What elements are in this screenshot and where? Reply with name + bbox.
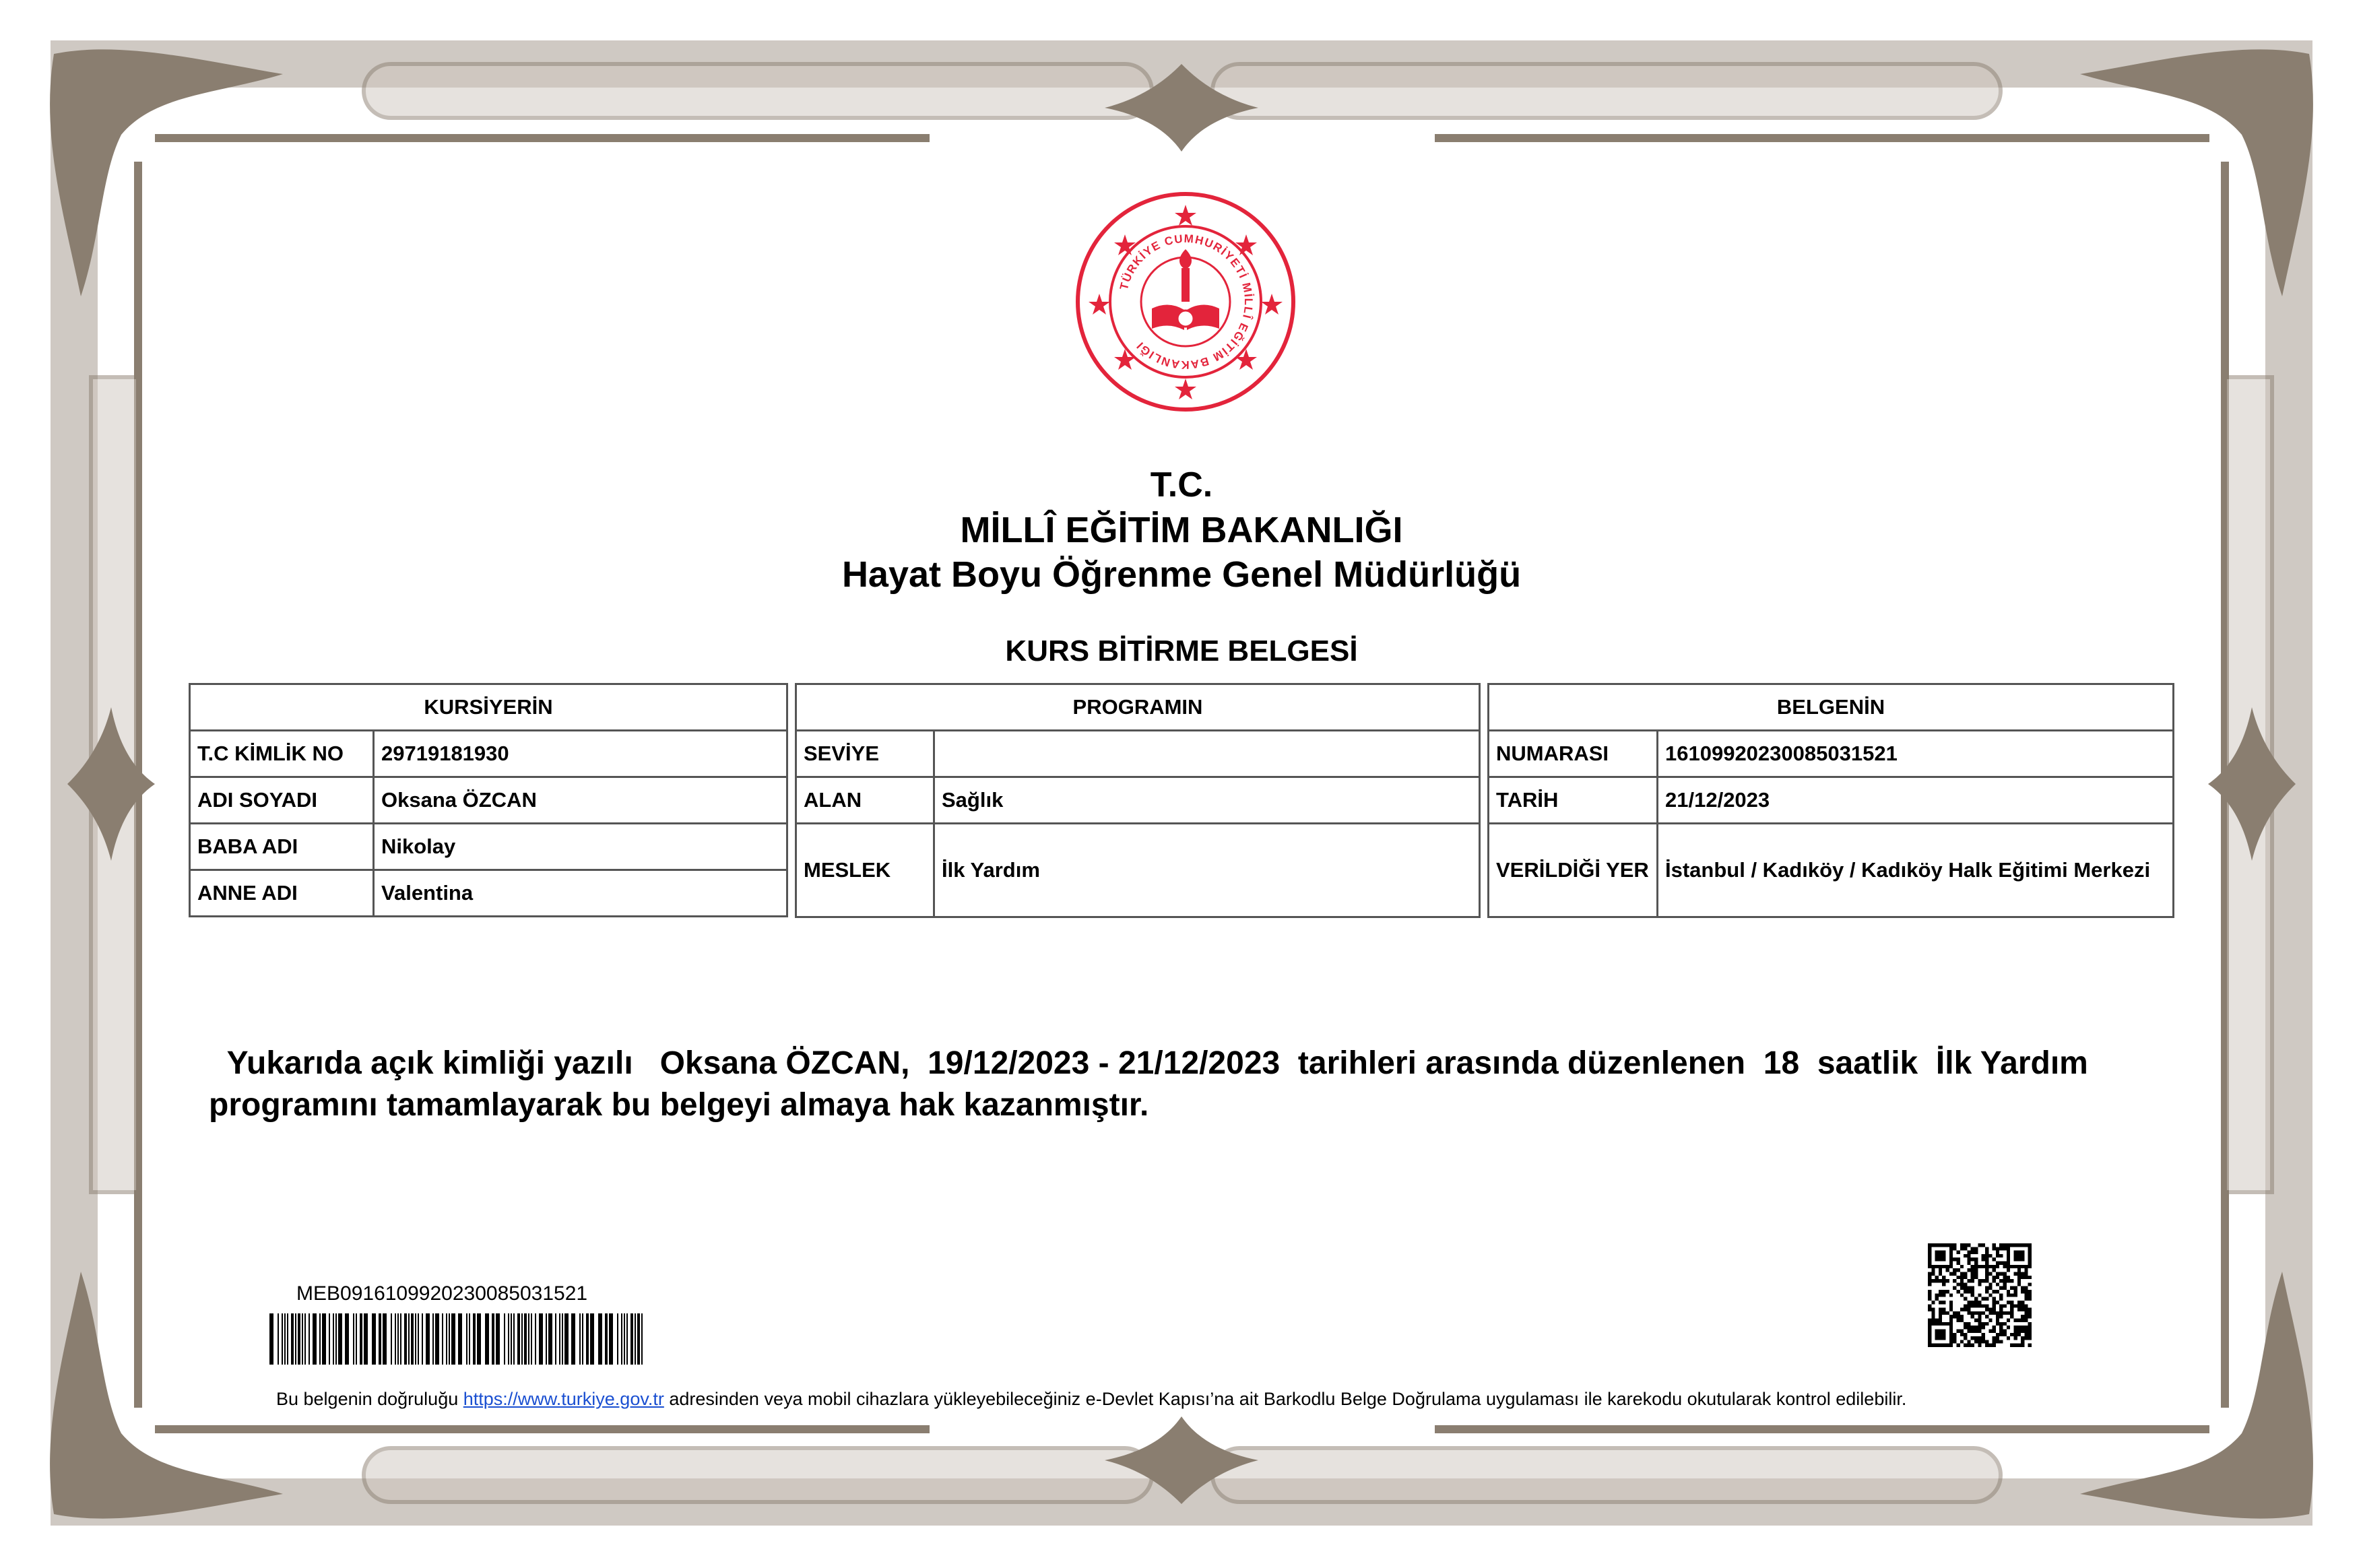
tarih-label: TARİH	[1489, 777, 1658, 824]
kursiyer-table	[189, 683, 788, 917]
header-tc: T.C.	[1150, 465, 1213, 504]
belge-heading: BELGENİN	[1489, 684, 2174, 731]
alan-value: Sağlık	[934, 777, 1480, 824]
numarasi-label: NUMARASI	[1489, 731, 1658, 777]
ministry-seal-icon	[1071, 187, 1300, 416]
belge-table	[1487, 683, 2174, 918]
certificate-statement: Yukarıda açık kimliği yazılı Oksana ÖZCAN, 19/12/2023 - 21/12/2023 tarihleri arasında düzenlenen 18 saatlik İlk Yardım programını tamamlayarak bu belgeyi almaya hak kazanmıştır.	[209, 1045, 2098, 1123]
alan-label: ALAN	[796, 777, 934, 824]
adi-soyadi-value: Oksana ÖZCAN	[374, 777, 787, 824]
header-ministry: MİLLÎ EĞİTİM BAKANLIĞI	[960, 510, 1403, 550]
adi-soyadi-label: ADI SOYADI	[190, 777, 374, 824]
header-directorate: Hayat Boyu Öğrenme Genel Müdürlüğü	[841, 554, 1522, 595]
table-row	[796, 824, 1480, 917]
table-row	[190, 731, 787, 777]
turkiye-gov-link[interactable]: https://www.turkiye.gov.tr	[463, 1389, 664, 1409]
footer-suffix: adresinden veya mobil cihazlara yükleyebileceğiniz e-Devlet Kapısı’na ait Barkodlu Belge Doğrulama uygulaması ile karekodu okutularak kontrol edilebilir.	[663, 1389, 1907, 1409]
table-row	[1489, 731, 2174, 777]
table-row	[190, 870, 787, 917]
numarasi-value: 16109920230085031521	[1658, 731, 2174, 777]
program-table	[795, 683, 1481, 918]
barcode-icon	[269, 1313, 647, 1365]
seviye-label: SEVİYE	[796, 731, 934, 777]
table-row	[796, 731, 1480, 777]
tc-kimlik-label: T.C KİMLİK NO	[190, 731, 374, 777]
seal-ring-text: TÜRKİYE CUMHURİYETİ MİLLÎ EĞİTİM BAKANLIĞI	[1117, 232, 1256, 372]
anne-adi-value: Valentina	[374, 870, 787, 917]
document-title: KURS BİTİRME BELGESİ	[1005, 634, 1358, 667]
anne-adi-label: ANNE ADI	[190, 870, 374, 917]
table-row	[190, 824, 787, 870]
barcode-number: MEB0916109920230085031521	[296, 1282, 588, 1305]
table-row	[796, 777, 1480, 824]
kursiyer-heading: KURSİYERİN	[190, 684, 787, 731]
seviye-value	[934, 731, 1480, 777]
meslek-label: MESLEK	[796, 824, 934, 917]
verification-footer	[276, 1389, 1906, 1410]
tc-kimlik-value: 29719181930	[374, 731, 787, 777]
verildigi-yer-label: VERİLDİĞİ YER	[1489, 824, 1658, 917]
baba-adi-value: Nikolay	[374, 824, 787, 870]
baba-adi-label: BABA ADI	[190, 824, 374, 870]
meslek-value: İlk Yardım	[934, 824, 1480, 917]
table-row	[1489, 824, 2174, 917]
table-row	[1489, 777, 2174, 824]
verildigi-yer-value: İstanbul / Kadıköy / Kadıköy Halk Eğitimi Merkezi	[1658, 824, 2174, 917]
tarih-value: 21/12/2023	[1658, 777, 2174, 824]
qr-code-icon	[1928, 1243, 2032, 1347]
table-row	[190, 777, 787, 824]
program-heading: PROGRAMIN	[796, 684, 1480, 731]
footer-prefix: Bu belgenin doğruluğu	[276, 1389, 463, 1409]
